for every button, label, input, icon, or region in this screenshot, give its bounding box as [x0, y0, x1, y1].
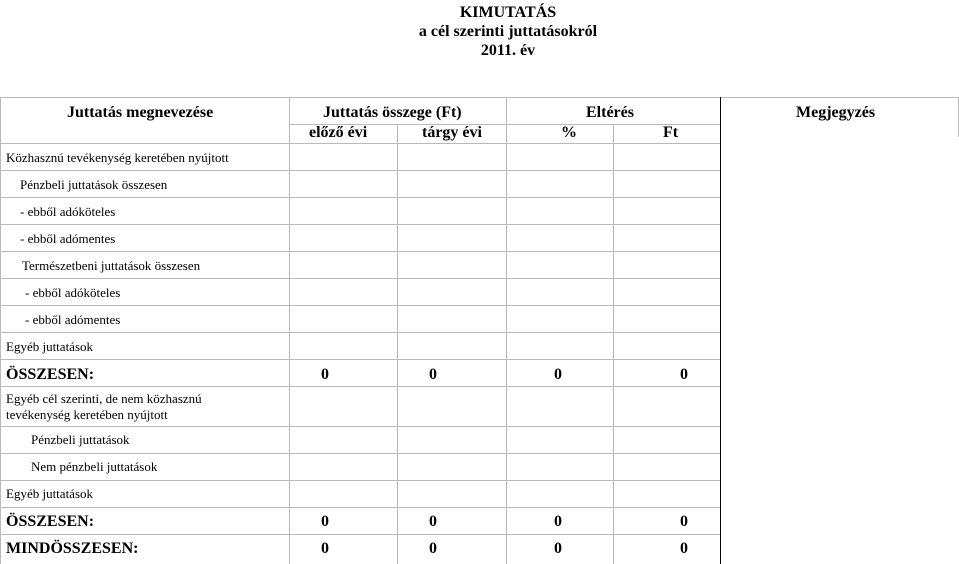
grand-total-current-year: 0 [429, 540, 437, 557]
total-label: ÖSSZESEN: [6, 513, 95, 530]
row-label: - ebből adómentes [25, 312, 121, 327]
row-label: - ebből adóköteles [25, 285, 121, 300]
total-ft: 0 [680, 513, 688, 530]
total-percent: 0 [554, 366, 562, 383]
row-label: Nem pénzbeli juttatások [31, 459, 158, 474]
header-ft: Ft [663, 124, 679, 141]
total-ft: 0 [680, 366, 688, 383]
row-label: Egyéb juttatások [6, 339, 94, 354]
grand-total-label: MINDÖSSZESEN: [6, 540, 139, 557]
row-label: Egyéb juttatások [6, 486, 94, 501]
row-label: Egyéb cél szerinti, de nem közhasznú [6, 391, 202, 406]
row-label: Közhasznú tevékenység keretében nyújtott [6, 150, 229, 165]
total-percent: 0 [554, 513, 562, 530]
document-subtitle: a cél szerinti juttatásokról [418, 23, 598, 40]
header-percent: % [561, 124, 577, 141]
header-amount: Juttatás összege (Ft) [323, 104, 462, 121]
row-label: - ebből adómentes [20, 231, 116, 246]
grand-total-percent: 0 [554, 540, 562, 557]
header-current-year: tárgy évi [422, 124, 482, 141]
header-name: Juttatás megnevezése [67, 104, 214, 121]
header-prev-year: előző évi [309, 124, 368, 141]
grand-total-ft: 0 [680, 540, 688, 557]
total-current-year: 0 [429, 366, 437, 383]
row-label: Természetbeni juttatások összesen [22, 258, 201, 273]
total-prev-year: 0 [321, 513, 329, 530]
document-year: 2011. év [480, 42, 536, 59]
total-prev-year: 0 [321, 366, 329, 383]
grand-total-prev-year: 0 [321, 540, 329, 557]
header-note: Megjegyzés [796, 104, 876, 121]
row-label: tevékenység keretében nyújtott [6, 407, 168, 422]
row-label: - ebből adóköteles [20, 204, 116, 219]
row-label: Pénzbeli juttatások [31, 432, 130, 447]
header-difference: Eltérés [586, 104, 634, 121]
total-label: ÖSSZESEN: [6, 366, 95, 383]
document-title: KIMUTATÁS [459, 4, 557, 21]
total-current-year: 0 [429, 513, 437, 530]
row-label: Pénzbeli juttatások összesen [20, 177, 168, 192]
